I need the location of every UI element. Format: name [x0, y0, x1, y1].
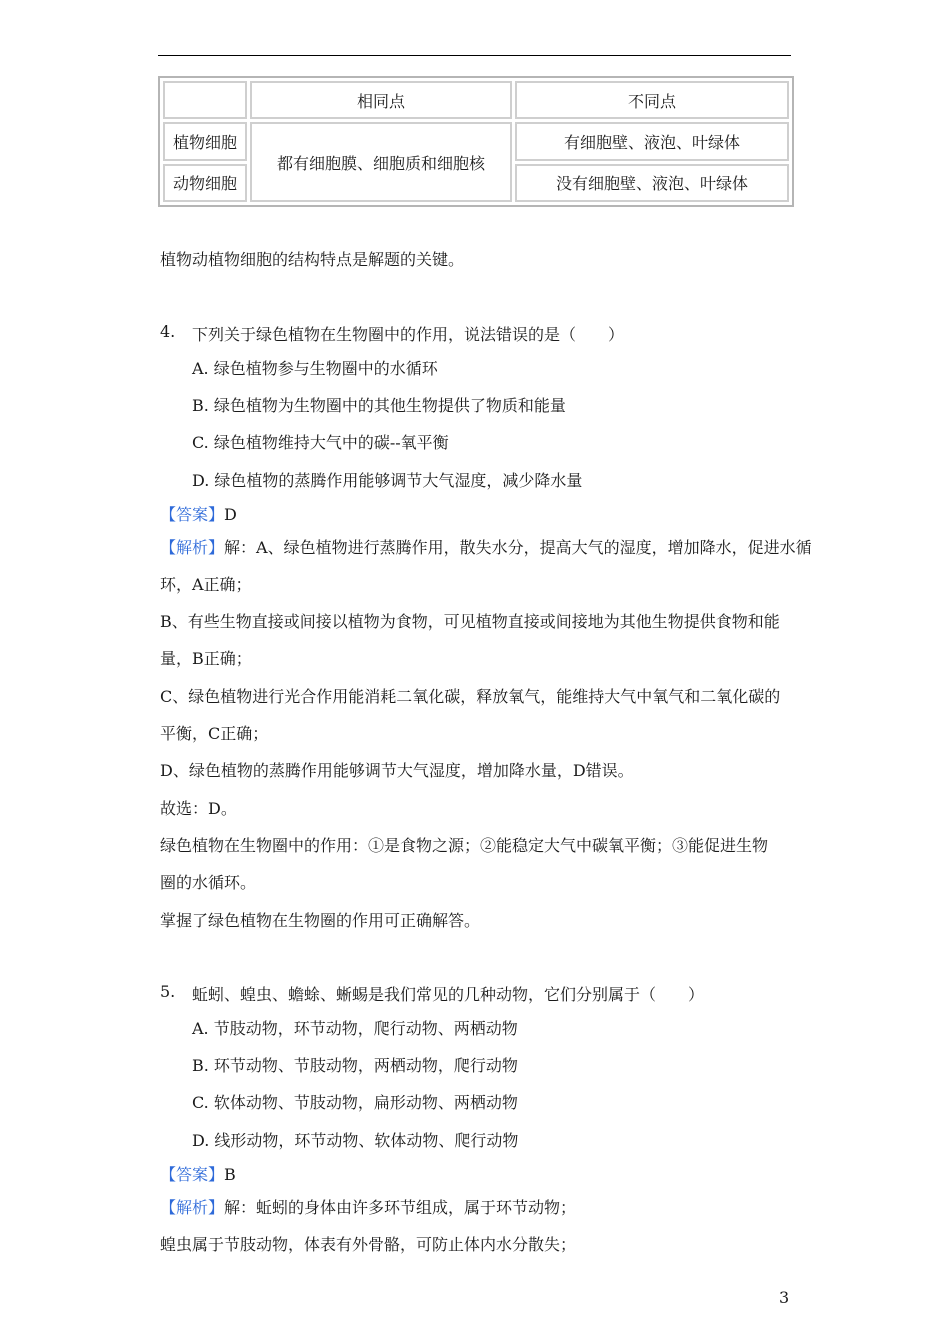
question-5-stem: 蚯蚓、蝗虫、蟾蜍、蜥蜴是我们常见的几种动物，它们分别属于（ ） [192, 985, 705, 1004]
q4-analysis-line: C、绿色植物进行光合作用能消耗二氧化碳，释放氧气，能维持大气中氧气和二氧化碳的 [160, 687, 781, 706]
q4-analysis-line: 绿色植物在生物圈中的作用：①是食物之源；②能稳定大气中碳氧平衡；③能促进生物 [160, 836, 769, 855]
q4-analysis-line: 圈的水循环。 [160, 873, 257, 892]
question-5-number: 5. [160, 982, 176, 1001]
q5-analysis-line: 蝗虫属于节肢动物，体表有外骨骼，可防止体内水分散失； [160, 1235, 577, 1254]
table-header-cell: 相同点 [250, 81, 512, 119]
q5-analysis-line [160, 1195, 576, 1218]
table-header-cell: 不同点 [515, 81, 789, 119]
question-4-stem: 下列关于绿色植物在生物圈中的作用，说法错误的是（ ） [192, 325, 625, 344]
q4-answer [160, 502, 237, 525]
q5-option-b: B. 环节动物、节肢动物，两栖动物，爬行动物 [192, 1056, 518, 1075]
answer-tag: 【答案】 [160, 1165, 225, 1184]
answer-value: D [224, 505, 237, 524]
diff-cell: 没有细胞壁、液泡、叶绿体 [515, 164, 789, 202]
table-header-cell [163, 81, 247, 119]
q4-option-b: B. 绿色植物为生物圈中的其他生物提供了物质和能量 [192, 396, 566, 415]
comparison-table [158, 76, 794, 207]
q4-analysis-line: 环，A正确； [160, 575, 252, 594]
q4-analysis-line: 掌握了绿色植物在生物圈的作用可正确解答。 [160, 911, 481, 930]
summary-text: 植物动植物细胞的结构特点是解题的关键。 [160, 250, 465, 269]
question-4-number: 4. [160, 322, 176, 341]
q4-option-c: C. 绿色植物维持大气中的碳--氧平衡 [192, 433, 449, 452]
analysis-tag: 【解析】 [160, 1198, 225, 1217]
page-number: 3 [779, 1288, 790, 1307]
header-rule [158, 55, 791, 56]
q4-analysis-line: 平衡，C正确； [160, 724, 269, 743]
diff-cell: 有细胞壁、液泡、叶绿体 [515, 122, 789, 160]
answer-tag: 【答案】 [160, 505, 225, 524]
q4-analysis-line: D、绿色植物的蒸腾作用能够调节大气湿度，增加降水量，D错误。 [160, 761, 634, 780]
table-header-row [163, 81, 789, 119]
q4-analysis-line: B、有些生物直接或间接以植物为食物，可见植物直接或间接地为其他生物提供食物和能 [160, 612, 780, 631]
row-label: 动物细胞 [163, 164, 247, 202]
answer-value: B [224, 1165, 236, 1184]
q4-analysis-line: 故选：D。 [160, 799, 237, 818]
table-row [163, 122, 789, 160]
q5-option-a: A. 节肢动物，环节动物，爬行动物、两栖动物 [192, 1019, 518, 1038]
q4-analysis-line: 量，B正确； [160, 649, 252, 668]
q4-analysis-line [160, 535, 812, 558]
q4-option-a: A. 绿色植物参与生物圈中的水循环 [192, 359, 438, 378]
q5-option-d: D. 线形动物，环节动物、软体动物、爬行动物 [192, 1131, 519, 1150]
analysis-tag: 【解析】 [160, 538, 225, 557]
row-label: 植物细胞 [163, 122, 247, 160]
same-points-cell: 都有细胞膜、细胞质和细胞核 [250, 122, 512, 202]
q4-option-d: D. 绿色植物的蒸腾作用能够调节大气湿度，减少降水量 [192, 471, 583, 490]
analysis-text: 解：蚯蚓的身体由许多环节组成，属于环节动物； [224, 1198, 577, 1217]
analysis-text: 解：A、绿色植物进行蒸腾作用，散失水分，提高大气的湿度，增加降水，促进水循 [224, 538, 812, 557]
q5-answer [160, 1162, 236, 1185]
q5-option-c: C. 软体动物、节肢动物，扁形动物、两栖动物 [192, 1093, 518, 1112]
